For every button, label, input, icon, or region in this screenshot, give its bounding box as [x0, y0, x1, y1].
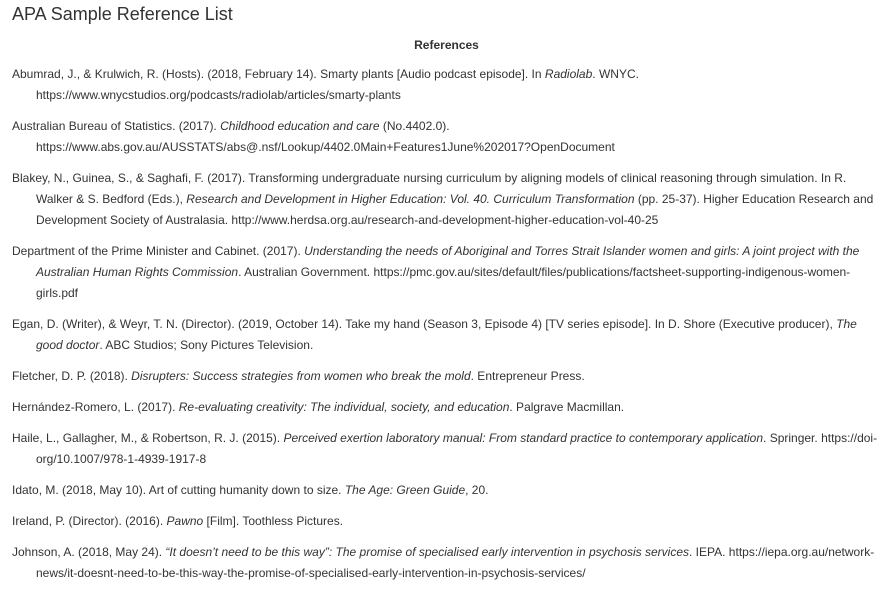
reference-text: Ireland, P. (Director). (2016).: [12, 514, 167, 528]
reference-text: . IEPA. https://iepa.org.au/network-news/it-doesnt-need-to-be-this-way-the-promise-of-specialised-early-intervention-in-psychosis-services/: [36, 545, 875, 580]
reference-text: Hernández-Romero, L. (2017).: [12, 400, 179, 414]
reference-text: . WNYC. https://www.wnycstudios.org/podcasts/radiolab/articles/smarty-plants: [36, 67, 639, 102]
reference-title-italic: The good doctor: [36, 317, 857, 352]
reference-title-italic: Disrupters: Success strategies from women who break the mold: [131, 369, 471, 383]
reference-text: Australian Bureau of Statistics. (2017).: [12, 119, 221, 133]
reference-text: . Springer. https://doi-org/10.1007/978-1-4939-1917-8: [36, 431, 878, 466]
reference-title-italic: Perceived exertion laboratory manual: From standard practice to contemporary application: [283, 431, 764, 445]
reference-text: . ABC Studios; Sony Pictures Television.: [99, 338, 314, 352]
page-title: APA Sample Reference List: [12, 4, 233, 24]
reference-entry: [12, 480, 880, 501]
reference-text: . Australian Government. https://pmc.gov.au/sites/default/files/publications/factsheet-supporting-indigenous-women-girls.pdf: [36, 265, 851, 300]
reference-entry: [12, 542, 880, 584]
reference-text: Blakey, N., Guinea, S., & Saghafi, F. (2017). Transforming undergraduate nursing curriculum by aligning models of clinical reasoning through simulation. In R. Walker & S. Bedford (Eds.),: [12, 171, 847, 206]
reference-text: (No.4402.0). https://www.abs.gov.au/AUSSTATS/abs@.nsf/Lookup/4402.0Main+Features1June%202017?OpenDocument: [36, 119, 615, 154]
reference-text: . Entrepreneur Press.: [470, 369, 585, 383]
reference-entry: [12, 241, 880, 304]
reference-entry: [12, 366, 880, 387]
reference-entry: [12, 64, 880, 106]
reference-entry: [12, 511, 880, 532]
reference-title-italic: Childhood education and care: [220, 119, 380, 133]
reference-text: Haile, L., Gallagher, M., & Robertson, R. J. (2015).: [12, 431, 284, 445]
reference-text: Department of the Prime Minister and Cabinet. (2017).: [12, 244, 305, 258]
reference-title-italic: Pawno: [166, 514, 204, 528]
reference-title-italic: “It doesn’t need to be this way”: The promise of specialised early intervention in psychosis services: [165, 545, 690, 559]
reference-entry: [12, 428, 880, 470]
reference-text: Abumrad, J., & Krulwich, R. (Hosts). (2018, February 14). Smarty plants [Audio podcast episode]. In: [12, 67, 545, 81]
reference-list: [12, 64, 880, 594]
reference-text: [Film]. Toothless Pictures.: [203, 514, 344, 528]
reference-text: , 20.: [465, 483, 489, 497]
reference-title-italic: Understanding the needs of Aboriginal and Torres Strait Islander women and girls: A joint project with the Australian Human Rights Commission: [36, 244, 860, 279]
reference-text: . Palgrave Macmillan.: [509, 400, 625, 414]
reference-entry: [12, 168, 880, 231]
reference-text: Idato, M. (2018, May 10). Art of cutting humanity down to size.: [12, 483, 345, 497]
reference-title-italic: Research and Development in Higher Education: Vol. 40. Curriculum Transformation: [186, 192, 635, 206]
references-heading: References: [414, 38, 479, 52]
reference-entry: [12, 116, 880, 158]
reference-entry: [12, 314, 880, 356]
reference-title-italic: The Age: Green Guide: [344, 483, 466, 497]
reference-text: Fletcher, D. P. (2018).: [12, 369, 132, 383]
reference-title-italic: Radiolab: [544, 67, 593, 81]
reference-text: (pp. 25-37). Higher Education Research and Development Society of Australasia. http://www.herdsa.org.au/research-and-development-higher-education-vol-40-25: [36, 192, 874, 227]
reference-title-italic: Re-evaluating creativity: The individual, society, and education: [178, 400, 510, 414]
reference-text: Johnson, A. (2018, May 24).: [12, 545, 166, 559]
reference-text: Egan, D. (Writer), & Weyr, T. N. (Director). (2019, October 14). Take my hand (Season 3, Episode 4) [TV series episode]. In D. Shore (Executive producer),: [12, 317, 837, 331]
reference-entry: [12, 397, 880, 418]
